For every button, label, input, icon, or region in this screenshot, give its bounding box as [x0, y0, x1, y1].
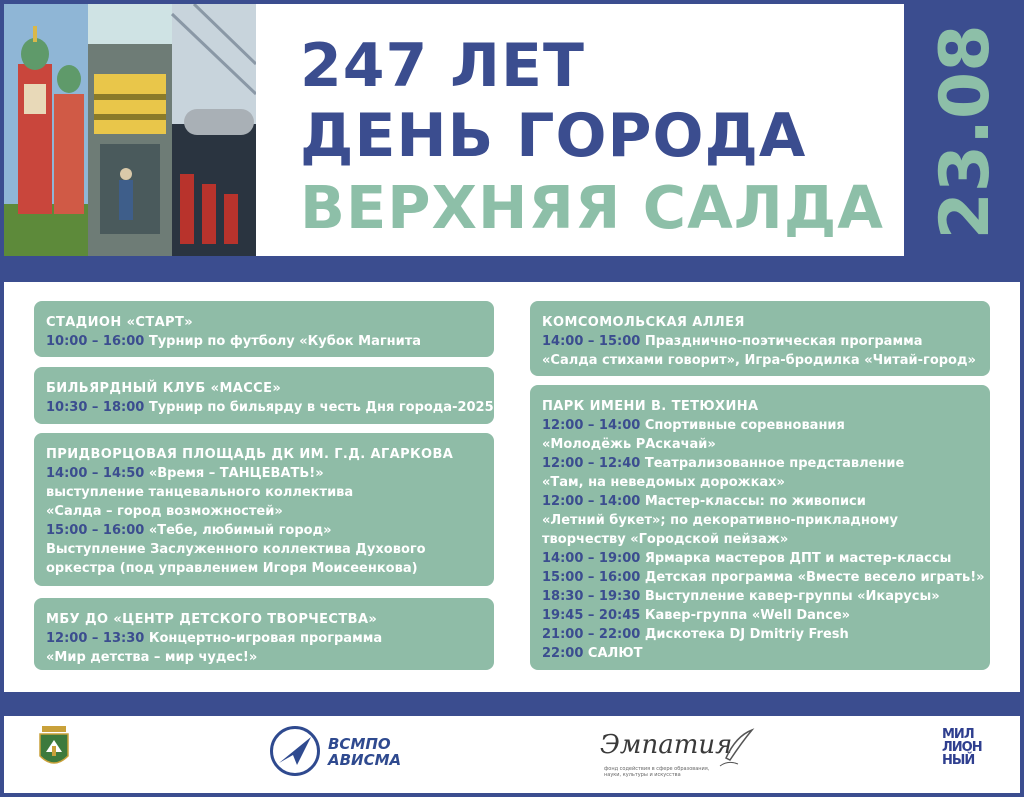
event-time: 19:45 – 20:45 [542, 608, 641, 623]
event-description: Празднично-поэтическая программа [640, 334, 923, 349]
vsmpo-avisma-logo [270, 726, 410, 778]
schedule-line [542, 625, 978, 644]
title-city-name: ВЕРХНЯЯ САЛДА [300, 173, 884, 242]
event-time: 14:00 – 19:00 [542, 551, 641, 566]
schedule-line [542, 435, 978, 454]
event-description: Концертно-игровая программа [144, 631, 383, 646]
millionny-logo [942, 728, 982, 776]
event-time: 14:00 – 15:00 [542, 334, 641, 349]
event-time: 12:00 – 12:40 [542, 456, 641, 471]
venue-name: ПРИДВОРЦОВАЯ ПЛОЩАДЬ ДК ИМ. Г.Д. АГАРКОВА [46, 447, 454, 462]
schedule-line [46, 540, 482, 559]
event-time: 10:00 – 16:00 [46, 334, 145, 349]
event-description: Детская программа «Вместе весело играть!» [640, 570, 985, 585]
event-description: творчеству «Городской пейзаж» [542, 532, 789, 547]
event-time: 12:00 – 14:00 [542, 494, 641, 509]
title-panel [256, 4, 904, 256]
empathy-tagline: фонд содействия в сфере образования, науки, культуры и искусства [604, 766, 710, 778]
schedule-line [542, 351, 978, 370]
venue-name: СТАДИОН «СТАРТ» [46, 315, 194, 330]
event-description: Дискотека DJ Dmitriy Fresh [640, 627, 849, 642]
schedule-line [542, 549, 978, 568]
event-description: «Молодёжь РАскачай» [542, 437, 716, 452]
collage-illustration [4, 4, 256, 256]
city-photo-collage [4, 4, 256, 256]
schedule-line [46, 332, 482, 351]
vsmpo-wordmark: ВСМПО АВИСМА [328, 735, 402, 769]
schedule-line [542, 473, 978, 492]
event-description: Турнир по бильярду в честь Дня города-2025 [144, 400, 494, 415]
venue-name: БИЛЬЯРДНЫЙ КЛУБ «МАССЕ» [46, 381, 282, 396]
event-description: оркестра (под управлением Игоря Моисеенкова) [46, 561, 418, 576]
schedule-line [46, 483, 482, 502]
schedule-line [542, 492, 978, 511]
schedule-line [542, 511, 978, 530]
title-anniversary: 247 ЛЕТ [300, 31, 585, 101]
event-description: «Летний букет»; по декоративно-прикладному [542, 513, 898, 528]
event-time: 22:00 [542, 646, 584, 661]
event-time: 18:30 – 19:30 [542, 589, 641, 604]
schedule-line [46, 648, 482, 667]
schedule-line [542, 568, 985, 587]
schedule-line [542, 587, 978, 606]
millionny-wordmark: МИЛ ЛИОН НЫЙ [942, 727, 982, 768]
venue-children-center [34, 598, 494, 670]
empathy-fund-logo [600, 726, 760, 782]
event-description: Выступление Заслуженного коллектива Духового [46, 542, 426, 557]
event-time: 15:00 – 16:00 [46, 523, 145, 538]
program-panel [4, 282, 1020, 692]
event-description: «Тебе, любимый город» [144, 523, 332, 538]
event-time: 14:00 – 14:50 [46, 466, 145, 481]
schedule-line [542, 416, 978, 435]
schedule-line [46, 521, 482, 540]
event-description: Кавер-группа «Well Dance» [640, 608, 851, 623]
vsmpo-plane-icon [270, 726, 320, 776]
venue-komsomol-alley [530, 301, 990, 376]
event-time: 12:00 – 13:30 [46, 631, 145, 646]
event-description: Спортивные соревнования [640, 418, 845, 433]
event-description: Театрализованное представление [640, 456, 905, 471]
city-crest-logo [38, 726, 70, 770]
header-banner [0, 0, 1024, 256]
venue-name: ПАРК ИМЕНИ В. ТЕТЮХИНА [542, 399, 759, 414]
venue-name: МБУ ДО «ЦЕНТР ДЕТСКОГО ТВОРЧЕСТВА» [46, 612, 378, 627]
event-description: Выступление кавер-группы «Икарусы» [640, 589, 940, 604]
event-description: «Время – ТАНЦЕВАТЬ!» [144, 466, 324, 481]
schedule-line [542, 644, 978, 663]
event-time: 10:30 – 18:00 [46, 400, 145, 415]
schedule-line [46, 502, 482, 521]
schedule-line [46, 629, 482, 648]
date-strip [904, 4, 1024, 256]
venue-billiard-masse [34, 367, 494, 424]
schedule-line [46, 464, 482, 483]
event-description: «Салда стихами говорит», Игра-бродилка «Читай-город» [542, 353, 976, 368]
event-date: 23.08 [926, 24, 1005, 240]
venue-stadium-start [34, 301, 494, 357]
venue-tetyukhin-park [530, 385, 990, 670]
event-time: 15:00 – 16:00 [542, 570, 641, 585]
schedule-line [46, 398, 494, 417]
event-description: Турнир по футболу «Кубок Магнита [144, 334, 422, 349]
event-description: «Мир детства – мир чудес!» [46, 650, 258, 665]
event-description: Ярмарка мастеров ДПТ и мастер-классы [640, 551, 952, 566]
event-description: «Салда – город возможностей» [46, 504, 283, 519]
event-description: Мастер-классы: по живописи [640, 494, 866, 509]
event-description: САЛЮТ [583, 646, 643, 661]
title-city-day: ДЕНЬ ГОРОДА [300, 101, 807, 171]
quill-icon [718, 728, 756, 768]
schedule-line [542, 454, 978, 473]
venue-square-agarkov [34, 433, 494, 586]
event-description: выступление танцевального коллектива [46, 485, 354, 500]
schedule-line [542, 530, 978, 549]
empathy-wordmark: Эмпатия [600, 730, 733, 760]
schedule-line [46, 559, 482, 578]
event-time: 12:00 – 14:00 [542, 418, 641, 433]
venue-name: КОМСОМОЛЬСКАЯ АЛЛЕЯ [542, 315, 745, 330]
event-description: «Там, на неведомых дорожках» [542, 475, 785, 490]
event-time: 21:00 – 22:00 [542, 627, 641, 642]
sponsors-footer [4, 716, 1020, 793]
schedule-line [542, 332, 978, 351]
schedule-line [542, 606, 978, 625]
